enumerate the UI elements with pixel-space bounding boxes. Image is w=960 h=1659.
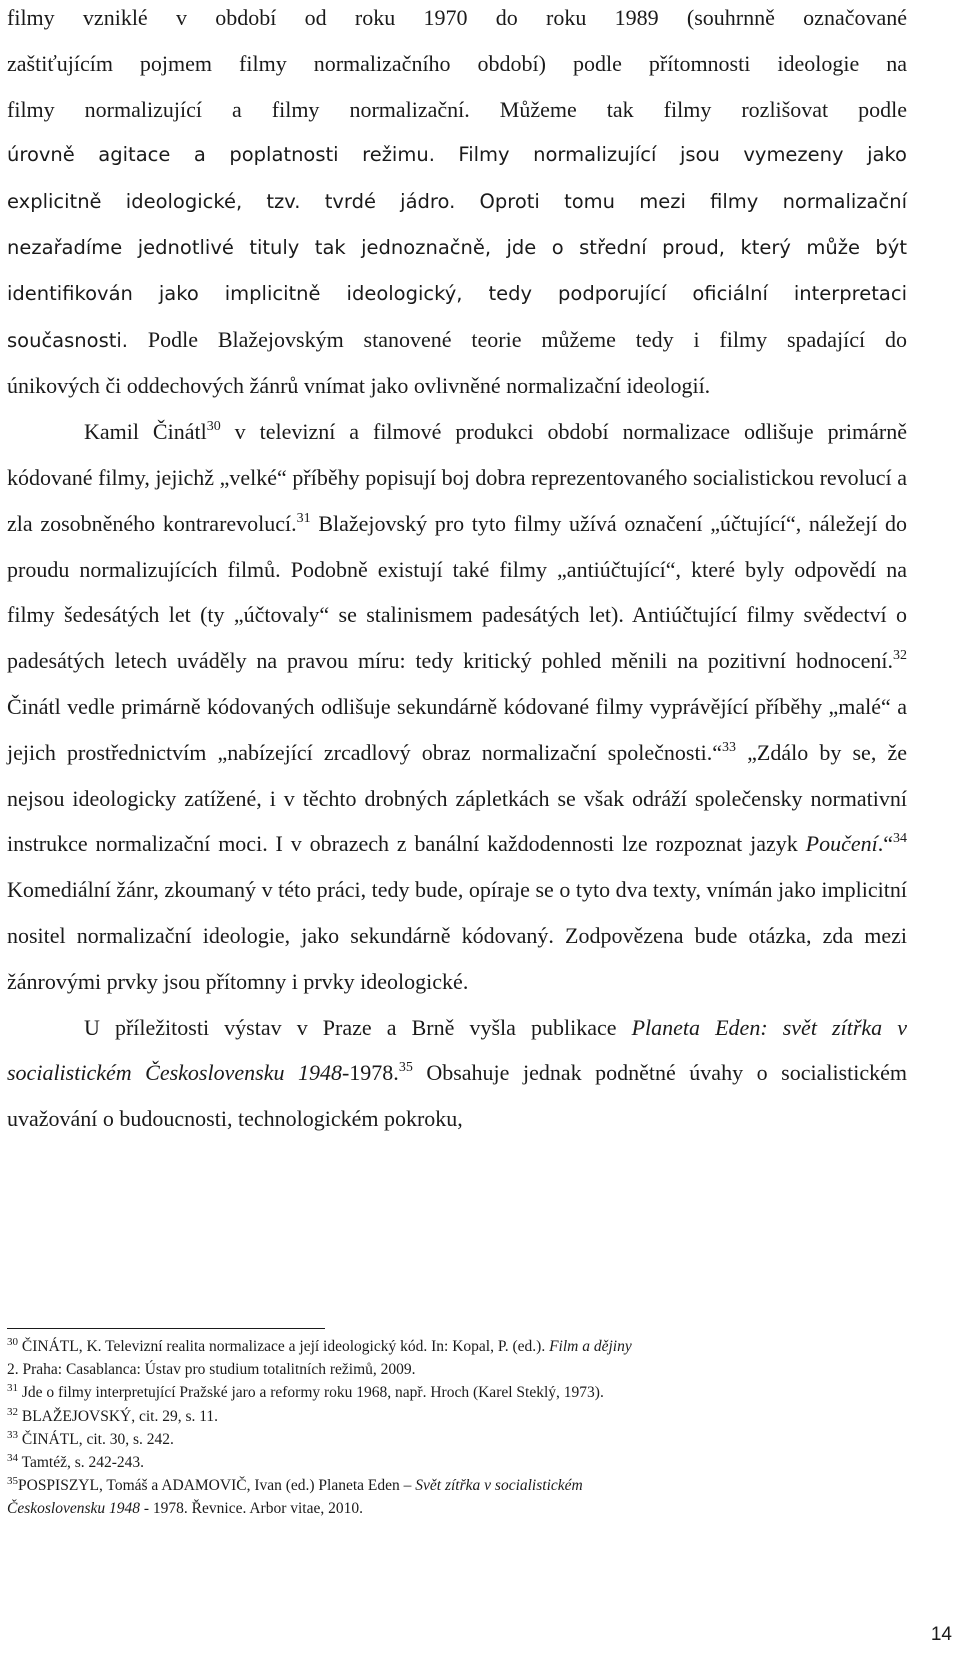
footnote-ref-33[interactable]: 33 [721,739,736,755]
text-line [7,178,907,225]
text-span: v televizní a filmové produkci období normalizace odlišuje primárně kódované filmy, jejichž „velké“ příběhy popisují boj dobra reprezentovaného socialistickou revolucí a zla zosobněného kontrarevolucí. [7,419,908,536]
footnote-italic: Film a dějiny [549,1338,632,1355]
footnote-text: ČINÁTL, K. Televizní realita normalizace a její ideologický kód. In: Kopal, P. (ed.). [18,1338,550,1355]
paragraph-1 [7,0,907,409]
footnote-text: ČINÁTL, cit. 30, s. 242. [18,1430,174,1448]
text-line [7,317,907,364]
footnote-ref-30[interactable]: 30 [206,419,221,435]
text-span: Obsahuje jednak podnětné úvahy o socialistickém uvažování o budoucnosti, technologickém pokroku, [7,1060,907,1132]
text-span: Oproti tomu mezi filmy normalizační [455,190,908,214]
text-span: Blažejovský pro tyto filmy užívá označení „účtující“, náležejí do proudu normalizujících filmů. Podobně existují také filmy „antiúčtující“, které byly odpovědí na filmy šedesátých let (ty „účtovaly“ se stalinismem padesátých let). Antiúčtující filmy svědectví o padesátých letech uváděly na pravou míru: tedy kritický pohled měnili na pozitivní hodnocení. [7,510,908,674]
footnote-ref-31[interactable]: 31 [296,510,311,526]
text-span: Komediální žánr, zkoumaný v této práci, tedy bude, opíraje se o tyto dva texty, vnímán jako implicitní nositel normalizační ideologie, jako sekundárně kódovaný. Zodpovězena bude otázka, zda mezi žánrovými prvky jsou přítomny i prvky ideologické. [7,877,907,994]
paragraph-3 [7,1005,907,1142]
footnote-number: 33 [7,1428,18,1441]
text-line: nezařadíme jednotlivé tituly tak jednoznačně, jde o střední proud, který může být [7,235,907,259]
page-number: 14 [930,1624,952,1645]
text-span: -1978. [341,1060,399,1086]
text-span: U příležitosti výstav v Praze a Brně vyšla publikace [84,1014,632,1040]
footnote-italic: Svět zítřka v socialistickém [415,1477,583,1495]
text-span: Kamil Činátl [84,419,207,445]
footnote-number: 31 [7,1382,18,1395]
footnote-number: 35 [7,1475,18,1488]
footnote-text: POSPISZYL, Tomáš a ADAMOVIČ, Ivan (ed.) Planeta Eden – [18,1477,416,1495]
text-line: úrovně agitace a poplatnosti režimu. Filmy normalizující jsou vymezeny jako [7,143,907,167]
footnote-32 [7,1405,907,1428]
footnote-33 [7,1428,907,1451]
document-page [7,0,952,1659]
footnote-text: Jde o filmy interpretující Pražské jaro a reformy roku 1968, např. Hroch (Karel Steklý, 1973). [18,1384,604,1402]
footnote-text: - 1978. Řevnice. Arbor vitae, 2010. [140,1500,363,1518]
text-span: explicitně ideologické, tzv. tvrdé jádro. [7,190,456,214]
body-text [7,0,907,1142]
footnote-34 [7,1451,907,1474]
footnote-text: 2. Praha: Casablanca: Ústav pro studium totalitních režimů, 2009. [7,1361,416,1379]
footnote-35 [7,1474,907,1520]
text-span: „Zdálo by se, že nejsou ideologicky zatížené, i v těchto drobných zápletkách se však odráží společensky normativní instrukce normalizační moci. I v obrazech z banální každodennosti lze rozpoznat jazyk [7,739,907,857]
footnote-ref-34[interactable]: 34 [893,831,907,847]
footnotes [7,1335,907,1521]
text-line: zaštiťujícím pojmem filmy normalizačního období) podle přítomnosti ideologie na [7,50,907,76]
text-line: filmy normalizující a filmy normalizační. Můžeme tak filmy rozlišovat podle [7,96,907,122]
footnote-number: 34 [7,1452,18,1465]
footnote-number: 32 [7,1405,18,1418]
footnote-separator [7,1328,325,1329]
text-line: identifikován jako implicitně ideologický, tedy podporující oficiální interpretaci [7,281,907,305]
footnote-italic: Československu 1948 [7,1500,141,1518]
footnote-number: 30 [7,1336,18,1348]
text-span: Podle Blažejovským stanovené teorie můžeme tedy i filmy spadající do [128,326,907,352]
text-span: .“ [877,831,893,857]
italic-title: Planeta Eden: svět zítřka v socialistickém Československu 1948 [7,1014,907,1086]
footnote-30 [7,1335,907,1381]
footnote-31 [7,1381,907,1404]
footnote-text: Tamtéž, s. 242-243. [18,1454,145,1472]
paragraph-2 [7,409,907,1004]
italic-title: Poučení [805,831,878,857]
footnote-ref-35[interactable]: 35 [398,1060,413,1076]
text-span: Činátl vedle primárně kódovaných odlišuje sekundárně kódované filmy vyprávějící příběhy „malé“ a jejich prostřednictvím „nabízející zrcadlový obraz normalizační společnosti.“ [7,693,907,765]
footnote-ref-32[interactable]: 32 [893,648,907,664]
footnote-text: BLAŽEJOVSKÝ, cit. 29, s. 11. [18,1407,219,1425]
text-span: současnosti. [7,328,128,352]
text-line: únikových či oddechových žánrů vnímat jako ovlivněné normalizační ideologií. [7,373,711,399]
text-line: filmy vzniklé v období od roku 1970 do roku 1989 (souhrnně označované [7,5,907,30]
